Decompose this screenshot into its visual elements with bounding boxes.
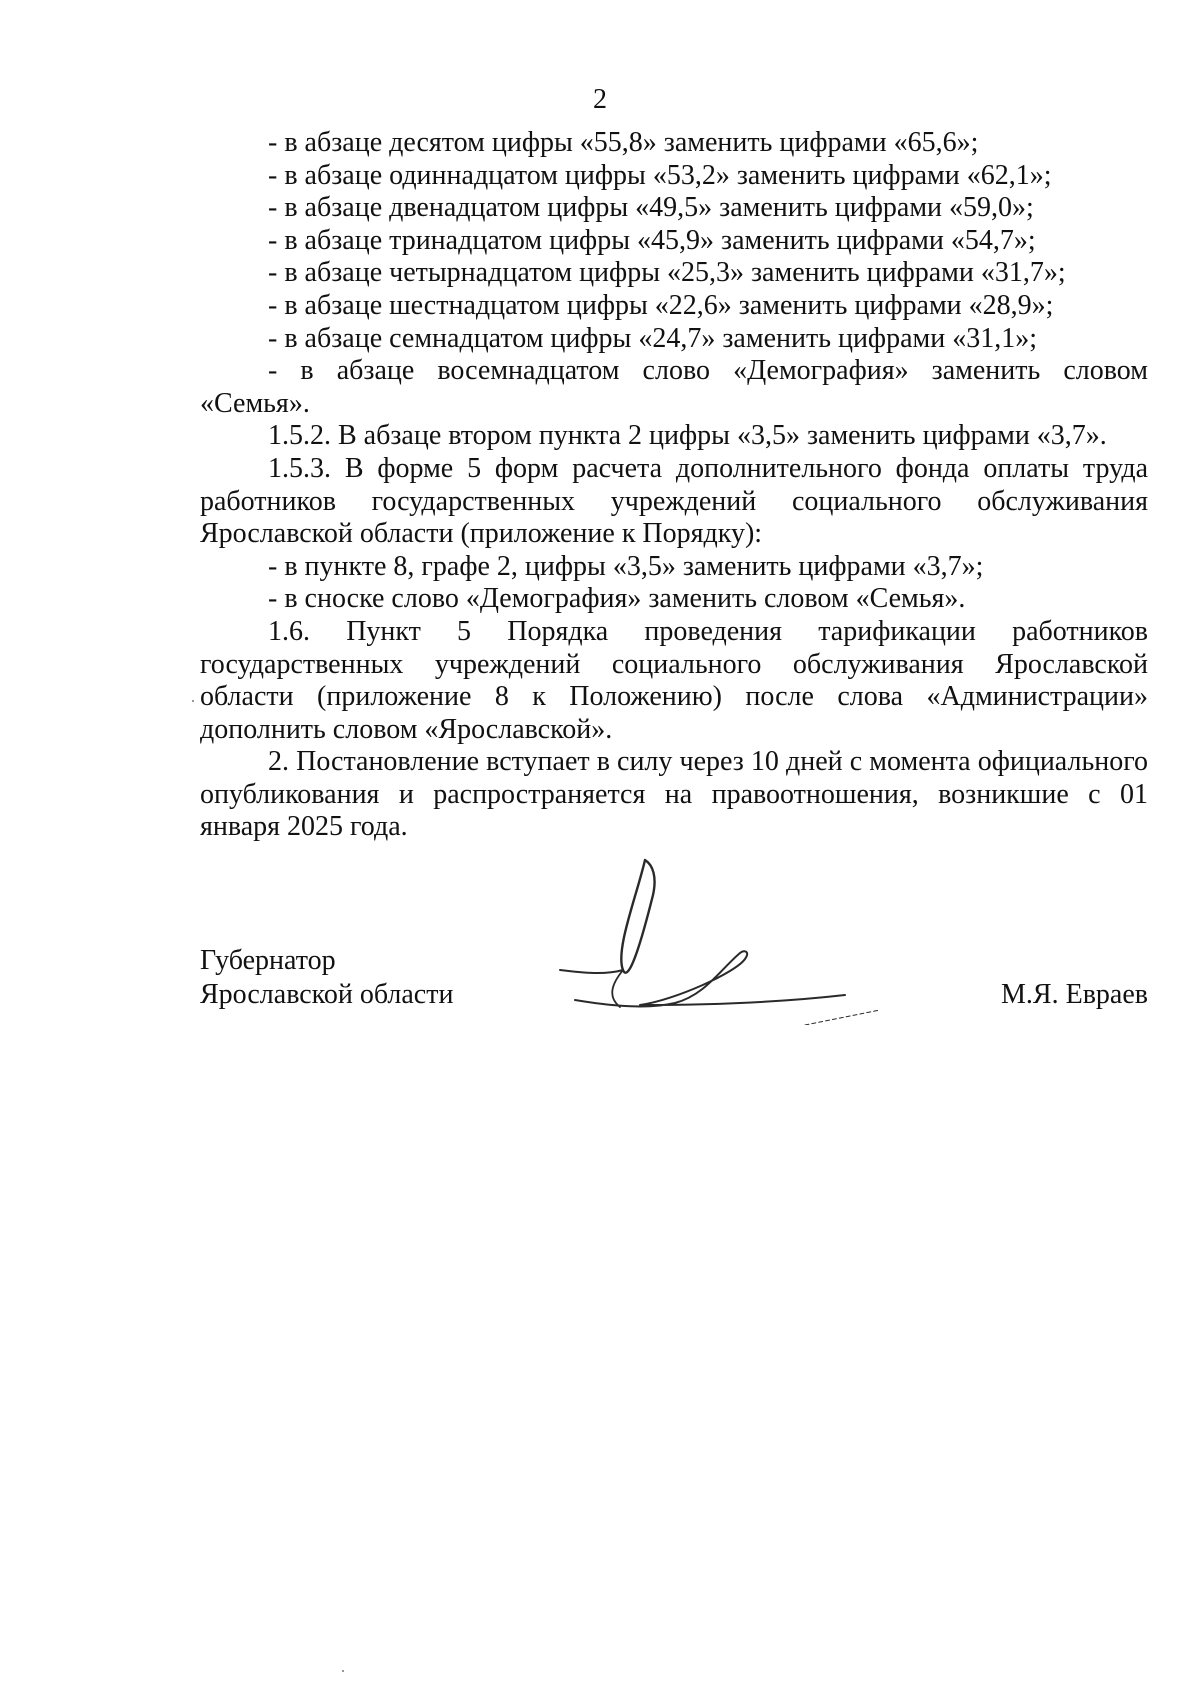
amendment-line-13: - в абзаце тринадцатом цифры «45,9» заменить цифрами «54,7»; — [268, 224, 1036, 256]
signatory-title — [200, 944, 453, 1012]
document-body — [200, 127, 1148, 844]
amendment-paragraph-18: - в абзаце восемнадцатом слово «Демография» заменить словом «Семья». — [200, 355, 1148, 419]
amendment-line-16: - в абзаце шестнадцатом цифры «22,6» заменить цифрами «28,9»; — [268, 289, 1054, 321]
amendment-line-10: - в абзаце десятом цифры «55,8» заменить цифрами «65,6»; — [268, 127, 979, 158]
paragraph-1-5-2: 1.5.2. В абзаце втором пункта 2 цифры «3,5» заменить цифрами «3,7». — [268, 420, 1107, 452]
paragraph-1-5-3-item-a: - в пункте 8, графе 2, цифры «3,5» заменить цифрами «3,7»; — [268, 550, 984, 582]
signatory-title-line2: Ярославской области — [200, 979, 454, 1010]
handwritten-signature — [545, 855, 925, 1025]
paragraph-2: 2. Постановление вступает в силу через 10 дней с момента официального опубликования и распространяется на правоотношения, возникшие с 01 января 2025 года. — [200, 746, 1148, 843]
amendment-line-17: - в абзаце семнадцатом цифры «24,7» заменить цифрами «31,1»; — [268, 322, 1037, 354]
scan-speck — [342, 1670, 344, 1672]
paragraph-1-5-3: 1.5.3. В форме 5 форм расчета дополнительного фонда оплаты труда работников государственных учреждений социального обслуживания Ярославской области (приложение к Порядку): — [200, 452, 1148, 550]
amendment-line-12: - в абзаце двенадцатом цифры «49,5» заменить цифрами «59,0»; — [268, 192, 1034, 224]
signatory-title-line1: Губернатор — [200, 945, 336, 976]
amendment-line-11: - в абзаце одиннадцатом цифры «53,2» заменить цифрами «62,1»; — [268, 159, 1052, 191]
signatory-name: М.Я. Евраев — [1001, 979, 1148, 1010]
paragraph-1-5-3-item-b: - в сноске слово «Демография» заменить словом «Семья». — [268, 583, 966, 615]
scan-speck — [192, 700, 194, 702]
paragraph-1-6: 1.6. Пункт 5 Порядка проведения тарификации работников государственных учреждений социального обслуживания Ярославской области (приложение 8 к Положению) после слова «Администрации» дополнить словом «Ярославской». — [200, 615, 1148, 745]
page-number: 2 — [593, 84, 607, 115]
amendment-line-14: - в абзаце четырнадцатом цифры «25,3» заменить цифрами «31,7»; — [268, 257, 1066, 289]
